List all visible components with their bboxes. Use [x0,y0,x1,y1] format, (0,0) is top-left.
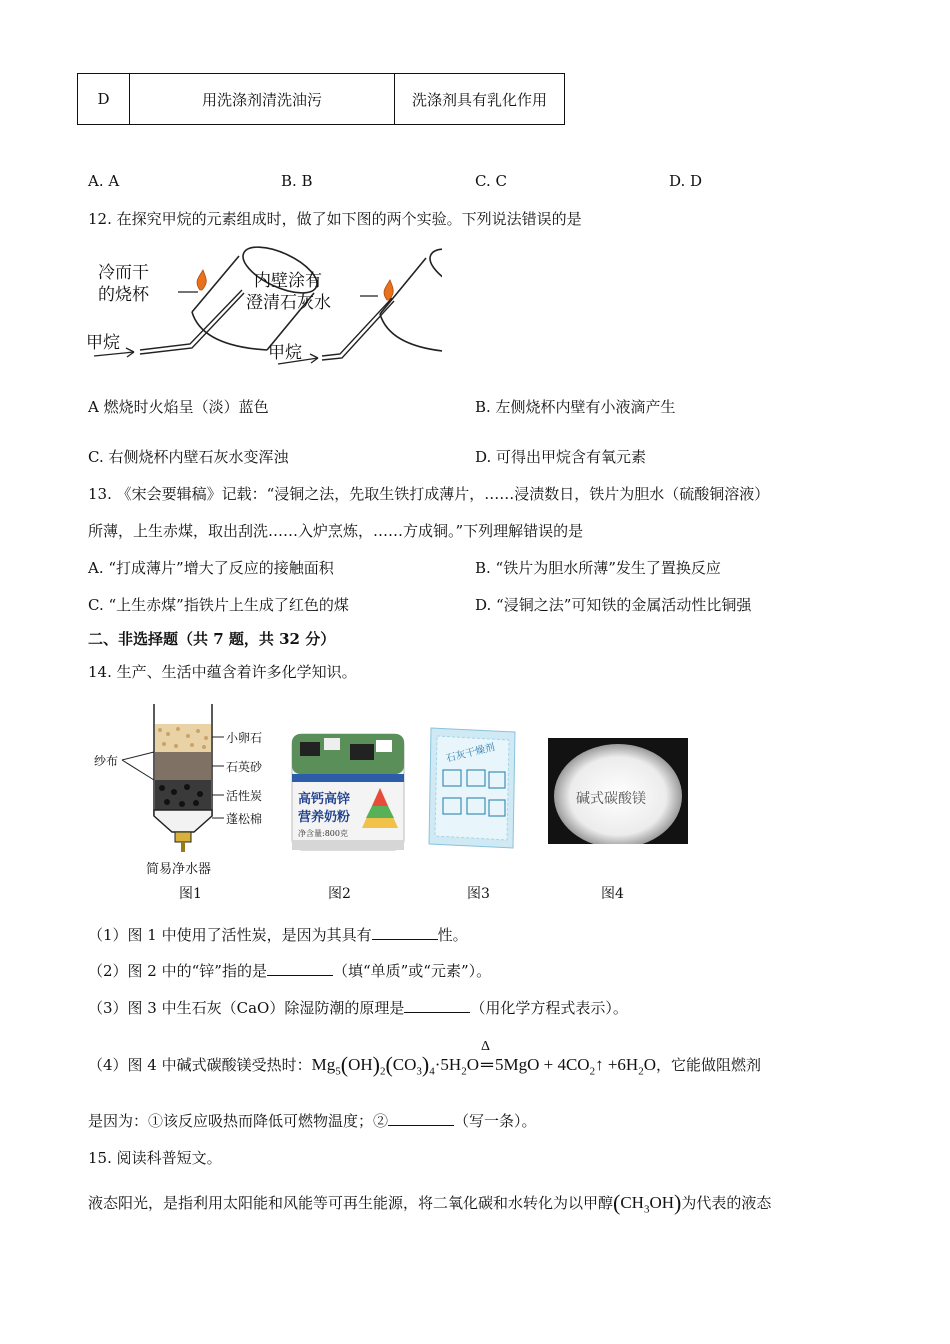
answer-blank-1[interactable] [372,925,438,940]
q14-stem: 14. 生产、生活中蕴含着许多化学知识。 [88,663,357,681]
q14-part-2-pre: （2）图 2 中的“锌”指的是 [88,962,267,980]
answer-blank-3[interactable] [404,998,470,1013]
q14-part-3-post: （用化学方程式表示）。 [470,999,628,1017]
q15-paragraph-post: 为代表的液态 [681,1194,772,1212]
q14-part-4-line2 [88,1110,537,1131]
fig-right-gas-label: 甲烷 [268,343,302,362]
q13-option-a[interactable]: A. “打成薄片”增大了反应的接触面积 [88,559,334,577]
fig-right-label-1: 内壁涂有 [254,271,322,290]
q11-option-d[interactable]: D. D [669,172,703,190]
fig-left-gas-label: 甲烷 [86,333,120,352]
table-cell-letter: D [78,74,130,125]
q14-part-4-pre: （4）图 4 中碱式碳酸镁受热时： [88,1056,312,1074]
fig3-label: 石灰干燥剂 [444,742,497,765]
table-cell-explanation: 洗涤剂具有乳化作用 [395,74,565,125]
table-cell-operation: 用洗涤剂清洗油污 [130,74,395,125]
q12-option-d[interactable]: D. 可得出甲烷含有氧元素 [475,448,647,466]
q14-part-1-post: 性。 [437,926,468,944]
q14-part-4-post: ，它能做阻燃剂 [656,1056,762,1074]
fig1-layer-4: 蓬松棉 [226,812,263,826]
q14-part-4 [88,1039,762,1078]
q11-option-c[interactable]: C. C [475,172,507,190]
q14-part-2-post: （填“单质”或“元素”）。 [332,962,492,980]
figure-4 [548,738,688,844]
q14-part-4-line2-pre: 是因为：①该反应吸热而降低可燃物温度；② [88,1112,389,1130]
fig1-cloth-label: 纱布 [94,754,119,768]
figure-3 [427,726,519,852]
fig4-label: 碱式碳酸镁 [576,791,646,807]
fig2-label-2: 营养奶粉 [298,810,351,825]
fig4-caption: 图4 [601,886,624,902]
q12-option-b[interactable]: B. 左侧烧杯内壁有小液滴产生 [475,398,676,416]
q14-part-1 [88,924,468,945]
q15-paragraph [88,1190,771,1216]
q13-stem-line1: 13. 《宋会要辑稿》记载：“浸铜之法，先取生铁打成薄片，……浸渍数日，铁片为胆水（硫酸铜溶液） [88,485,770,503]
answer-table [77,73,565,125]
q14-part-2 [88,960,491,981]
q15-paragraph-pre: 液态阳光，是指利用太阳能和风能等可再生能源，将二氧化碳和水转化为以甲醇 [88,1194,614,1212]
q11-option-a[interactable]: A. A [88,172,120,190]
q13-option-b[interactable]: B. “铁片为胆水所薄”发生了置换反应 [475,559,721,577]
fig1-layer-2: 石英砂 [226,760,263,774]
q12-figure [82,246,442,376]
fig1-layer-3: 活性炭 [226,789,263,803]
answer-blank-4[interactable] [388,1111,454,1126]
methanol-formula: $(CH_3OH)$ [613,1190,682,1216]
section-heading: 二、非选择题（共 7 题，共 32 分） [88,630,336,648]
answer-blank-2[interactable] [267,961,333,976]
q12-stem: 12. 在探究甲烷的元素组成时，做了如下图的两个实验。下列说法错误的是 [88,210,582,228]
q13-option-c[interactable]: C. “上生赤煤”指铁片上生成了红色的煤 [88,596,349,614]
q15-stem: 15. 阅读科普短文。 [88,1149,222,1167]
q14-part-4-line2-post: （写一条）。 [454,1112,537,1130]
fig1-caption: 图1 [179,886,202,902]
fig-left-label-2: 的烧杯 [98,285,149,304]
q14-part-1-pre: （1）图 1 中使用了活性炭，是因为其具有 [88,926,372,944]
left-flame-icon [197,270,206,290]
chemical-equation: $Mg_5(OH)_2(CO_3)_4\cdot 5H_2O$ Δ ═ $5MgO + 4CO_2↑ +6H_2O$ [311,1039,656,1078]
q12-option-a[interactable]: A 燃烧时火焰呈（淡）蓝色 [88,398,269,416]
q12-option-c[interactable]: C. 右侧烧杯内壁石灰水变浑浊 [88,448,289,466]
fig-right-label-2: 澄清石灰水 [246,293,331,312]
q13-option-d[interactable]: D. “浸铜之法”可知铁的金属活动性比铜强 [475,596,752,614]
fig2-caption: 图2 [328,886,351,902]
q13-stem-line2: 所薄，上生赤煤，取出刮洗……入炉烹炼，……方成铜。”下列理解错误的是 [88,522,584,540]
table-row [78,74,565,125]
q14-part-3-pre: （3）图 3 中生石灰（CaO）除湿防潮的原理是 [88,999,405,1017]
figure-1 [94,704,274,884]
fig1-layer-1: 小卵石 [226,731,263,745]
fig2-label-1: 高钙高锌 [298,792,351,807]
figure-2 [290,730,406,858]
q11-option-b[interactable]: B. B [281,172,313,190]
right-flame-icon [384,280,393,300]
q14-part-3 [88,997,628,1018]
fig3-caption: 图3 [467,886,490,902]
water-purifier-icon [94,704,274,864]
fig2-net-weight: 净含量:800克 [298,829,348,838]
fig-left-label-1: 冷而干 [98,263,149,282]
fig1-title: 简易净水器 [146,862,212,877]
